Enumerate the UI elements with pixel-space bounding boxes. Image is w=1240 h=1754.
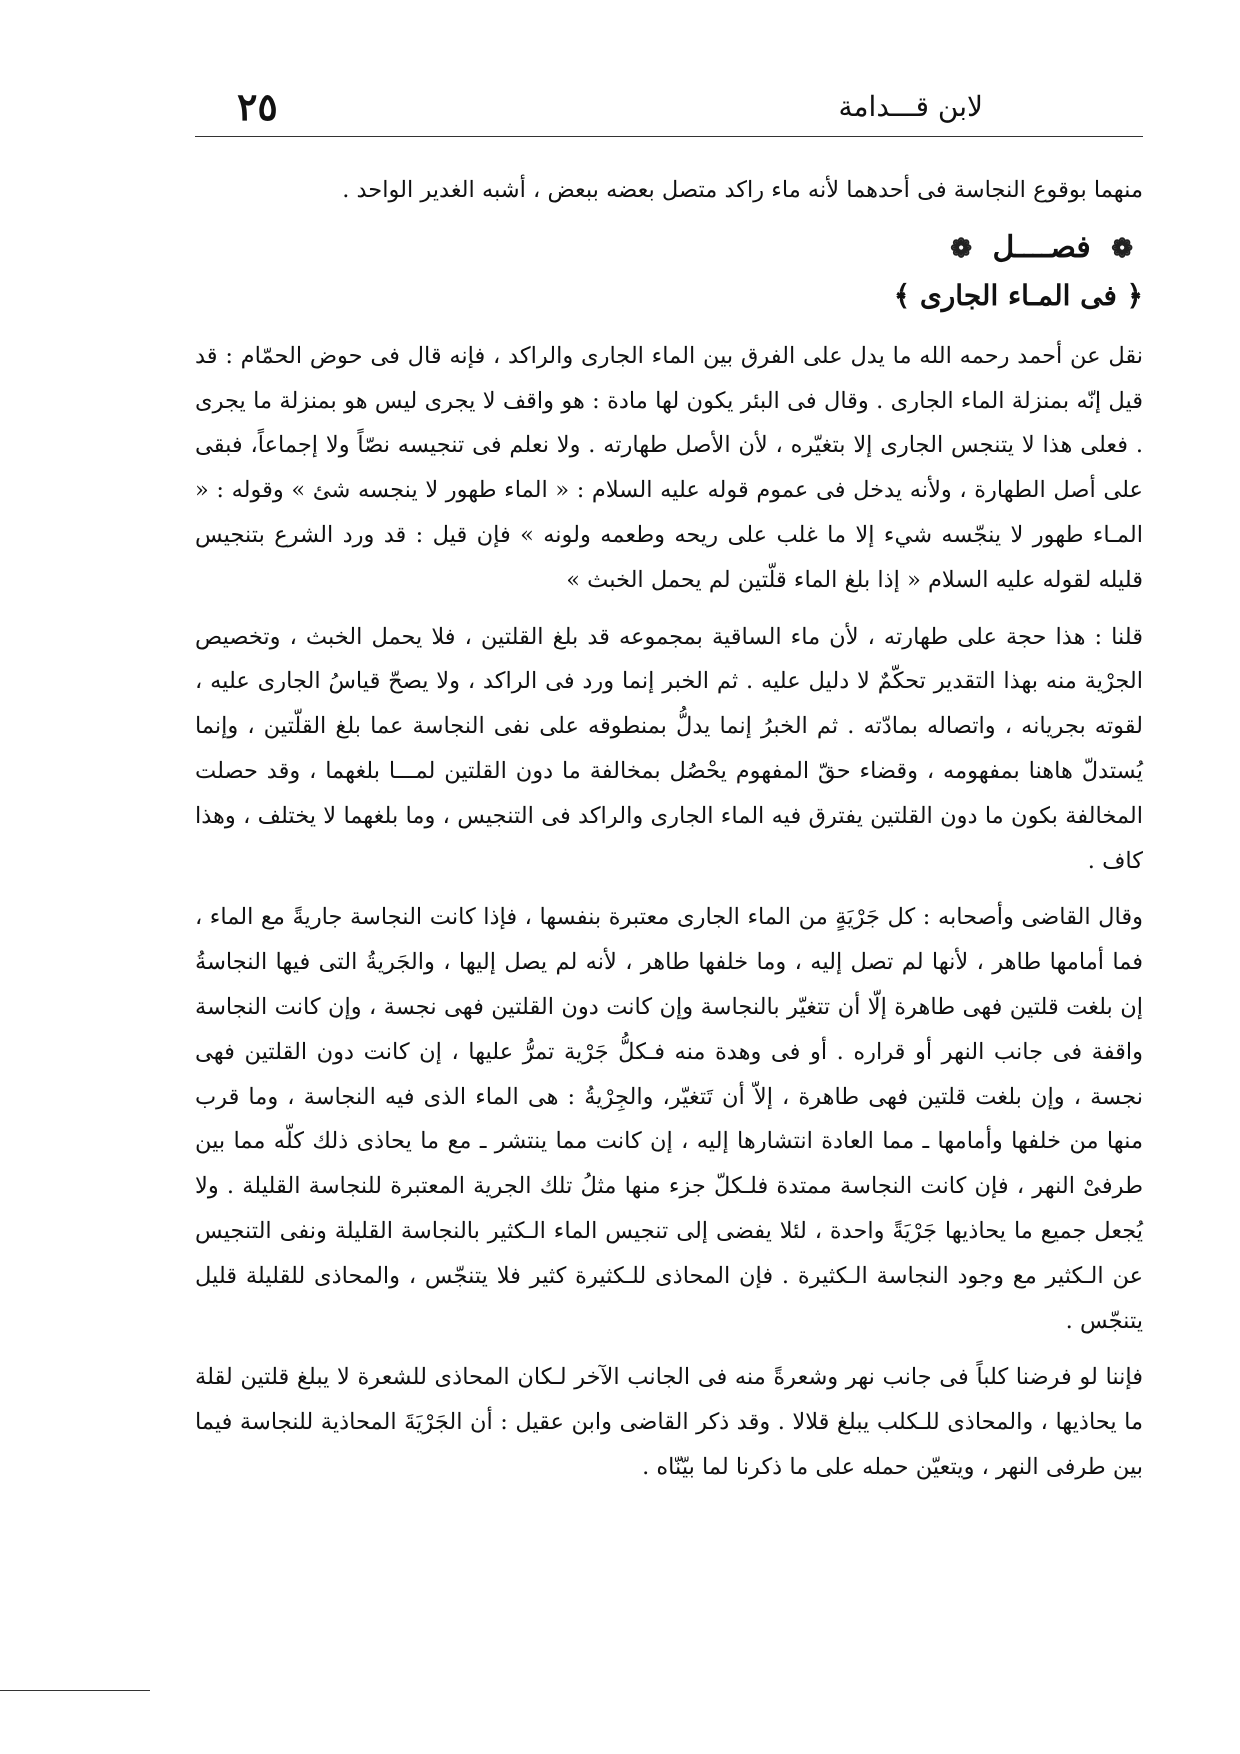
paragraph: فإننا لو فرضنا كلباً فى جانب نهر وشعرةً منه فى الجانب الآخر لـكان المحاذى للشعرة لا يبلغ قلتين لقلة ما يحاذيها ، والمحاذى للـكلب يبلغ قلالا . وقد ذكر القاضى وابن عقيل : أن الجَرْيَةَ المحاذية للنجاسة فيما بين طرفى النهر ، ويتعيّن حمله على ما ذكرنا لما بيّنّاه . bbox=[195, 1364, 1143, 1480]
footnote-rule bbox=[0, 1690, 150, 1691]
book-page bbox=[195, 78, 1143, 1490]
header-rule bbox=[195, 136, 1143, 137]
section-heading bbox=[195, 227, 1143, 270]
section-title: فصــــل bbox=[992, 229, 1091, 265]
page-header bbox=[195, 78, 1143, 134]
paragraph: وقال القاضى وأصحابه : كل جَرْيَةٍ من الماء الجارى معتبرة بنفسها ، فإذا كانت النجاسة جاريةً مع الماء ، فما أمامها طاهر ، لأنها لم تصل إليه ، وما خلفها طاهر ، لأنه لم يصل إليها ، والجَريةُ التى فيها النجاسةُ إن بلغت قلتين فهى طاهرة إلّا أن تتغيّر بالنجاسة وإن كانت دون القلتين فهى نجسة ، وإن كانت النجاسة واقفة فى جانب النهر أو قراره . أو فى وهدة منه فـكلُّ جَرْية تمرُّ عليها ، إن كانت دون القلتين فهى نجسة ، وإن بلغت قلتين فهى طاهرة ، إلاّ أن تَتغيّر، والجِرْيةُ : هى الماء الذى فيه النجاسة ، وما قرب منها من خلفها وأمامها ـ مما العادة انتشارها إليه ، إن كانت مما ينتشر ـ مع ما يحاذى ذلك كلّه مما بين طرفىْ النهر ، فإن كانت النجاسة ممتدة فلـكلّ جزء منها مثلُ تلك الجرية المعتبرة للنجاسة القليلة . ولا يُجعل جميع ما يحاذيها جَرْيَةً واحدة ، لئلا يفضى إلى تنجيس الماء الـكثير بالنجاسة القليلة ونفى التنجيس عن الـكثير مع وجود النجاسة الـكثيرة . فإن المحاذى للـكثيرة كثير فلا يتنجّس ، والمحاذى للقليلة قليل يتنجّس . bbox=[195, 904, 1143, 1334]
ornament-icon: ❁ bbox=[1111, 233, 1133, 264]
intro-line: منهما بوقوع النجاسة فى أحدهما لأنه ماء راكد متصل بعضه ببعض ، أشبه الغدير الواحد . bbox=[342, 177, 1143, 203]
paragraph: قلنا : هذا حجة على طهارته ، لأن ماء الساقية بمجموعه قد بلغ القلتين ، فلا يحمل الخبث ، وتخصيص الجرْية منه بهذا التقدير تحكّمٌ لا دليل عليه . ثم الخبر إنما ورد فى الراكد ، ولا يصحّ قياسُ الجارى عليه ، لقوته بجريانه ، واتصاله بمادّته . ثم الخبرُ إنما يدلُّ بمنطوقه على نفى النجاسة عما بلغ القلّتين ، وإنما يُستدلّ هاهنا بمفهومه ، وقضاء حقّ المفهوم يحْصُل بمخالفة ما دون القلتين لمـــا بلغهما ، وقد حصلت المخالفة بكون ما دون القلتين يفترق فيه الماء الجارى والراكد فى التنجيس ، وما بلغهما لا يختلف ، وهذا كاف . bbox=[195, 623, 1143, 874]
page-body bbox=[195, 168, 1143, 1490]
section-subtitle: ﴿ فى المـاء الجارى ﴾ bbox=[893, 278, 1143, 312]
running-title: لابن قـــدامة bbox=[838, 90, 983, 123]
ornament-icon: ❁ bbox=[950, 233, 973, 264]
paragraph: نقل عن أحمد رحمه الله ما يدل على الفرق بين الماء الجارى والراكد ، فإنه قال فى حوض الحمّام : قد قيل إنّه بمنزلة الماء الجارى . وقال فى البئر يكون لها مادة : هو واقف لا يجرى ليس هو بمنزلة ما يجرى . فعلى هذا لا يتنجس الجارى إلا بتغيّره ، لأن الأصل طهارته . ولا نعلم فى تنجيسه نصّاً ولا إجماعاً، فبقى على أصل الطهارة ، ولأنه يدخل فى عموم قوله عليه السلام : « الماء طهور لا ينجسه شئ » وقوله : « المـاء طهور لا ينجّسه شيء إلا ما غلب على ريحه وطعمه ولونه » فإن قيل : قد ورد الشرع بتنجيس قليله لقوله عليه السلام « إذا بلغ الماء قلّتين لم يحمل الخبث » bbox=[195, 342, 1144, 593]
page-number: ٢٥ bbox=[237, 84, 278, 129]
